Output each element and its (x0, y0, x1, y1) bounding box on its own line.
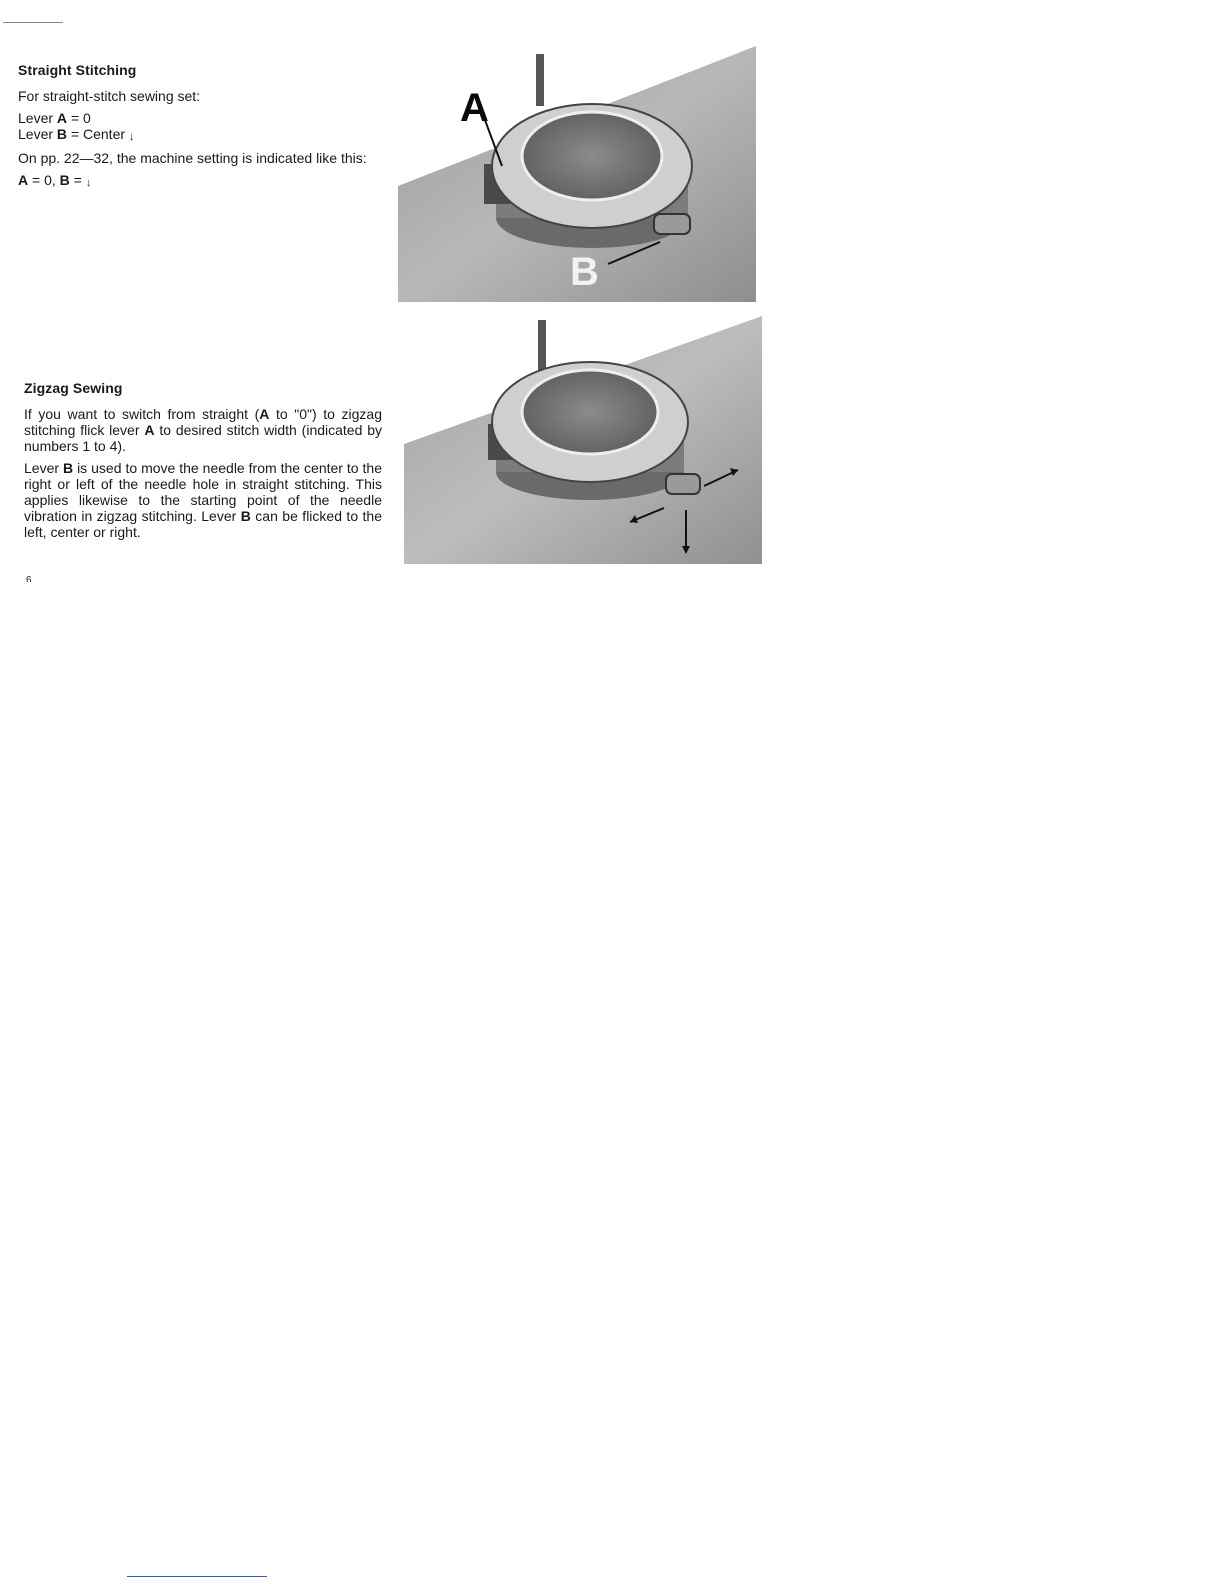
down-arrow-icon: ↓ (128, 131, 135, 143)
setting-shorthand: A = 0, B = ↓ (18, 172, 92, 189)
label-a: A (460, 86, 489, 130)
section-heading: Straight Stitching (18, 62, 137, 78)
straight-stitching-section (18, 62, 380, 190)
bottom-rule (127, 1576, 267, 1577)
setting-note: On pp. 22—32, the machine setting is indicated like this: (18, 150, 367, 166)
intro-text: For straight-stitch sewing set: (18, 88, 201, 104)
lever-settings (18, 110, 380, 144)
lever-b-setting: Lever B = Center ↓ (18, 126, 135, 143)
stitch-dial-photo-1 (398, 46, 756, 302)
page-number: 6 (26, 576, 32, 582)
section-heading: Zigzag Sewing (24, 380, 123, 396)
dial-illustration-with-arrows (404, 316, 762, 564)
zigzag-paragraph-2: Lever B is used to move the needle from the center to the right or left of the needle hole in straight stitching. This applies likewise to the starting point of the needle vibration in zigzag stitching. Lever B can be flicked to the left, center or right. (24, 460, 382, 540)
label-b: B (570, 250, 599, 294)
zigzag-paragraph-1: If you want to switch from straight (A to "0") to zigzag stitching flick lever A to desired stitch width (indicated by numbers 1 to 4). (24, 406, 383, 454)
stitch-dial-photo-2 (404, 316, 762, 564)
top-rule (3, 22, 63, 23)
down-arrow-icon: ↓ (85, 177, 92, 189)
lever-a-setting: Lever A = 0 (18, 110, 91, 126)
zigzag-sewing-section (24, 380, 382, 546)
